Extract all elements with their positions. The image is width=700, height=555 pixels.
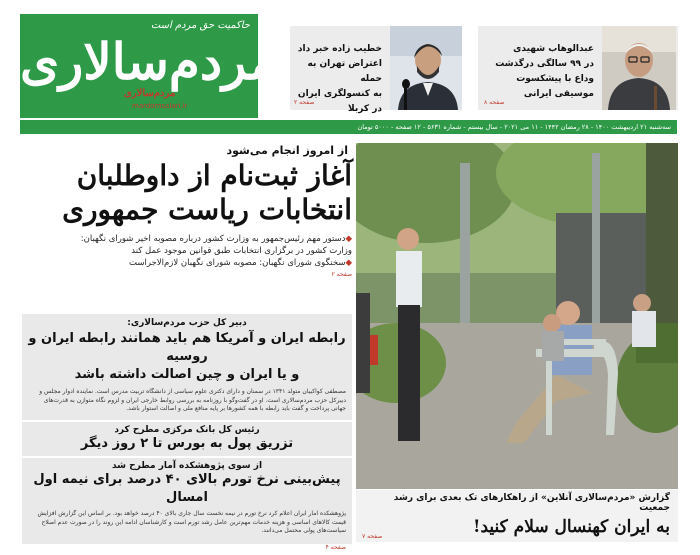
photo-caption-page-ref: صفحه ۷	[362, 533, 383, 540]
musician-photo	[602, 26, 676, 110]
lead-bullet-text: سخنگوی شورای نگهبان: مصوبه شورای نگهبان لازم‌الاجراست	[129, 258, 346, 268]
photo-caption-headline: به ایران کهنسال سلام کنید!	[473, 517, 670, 537]
teaser-line: به کنسولگری ایران در کربلا	[297, 89, 382, 114]
box2-headline: تزریق پول به بورس تا ۲ روز دیگر	[80, 436, 294, 451]
masthead-slogan: حاکمیت حق مردم است	[150, 20, 250, 31]
box3-body: پژوهشکده آمار ایران اعلام کرد نرخ تورم در نیمه نخست سال جاری بالای ۴۰ درصد خواهد بود. بر اساس این گزارش افزایش قیمت کالاهای اساسی و هزینه خدمات مهم‌ترین عامل رشد تورم است و کارشناسان ادامه این روند را در صورت عدم اصلاح سیاست‌های پولی محتمل می‌دانند.	[37, 510, 346, 534]
teaser-spokesman[interactable]	[290, 26, 462, 114]
box1-headline-line: و یا ایران و چین اصالت داشته باشد	[74, 367, 300, 382]
lead-bullet-text: دستور مهم رئیس‌جمهور به وزارت کشور درباره مصوبه اخیر شورای نگهبان:	[80, 234, 346, 244]
story-box-kavakebian[interactable]	[22, 314, 352, 420]
box1-kicker: دبیر کل حزب مردم‌سالاری:	[127, 318, 247, 328]
teaser-page-ref: صفحه ۸	[484, 99, 505, 106]
box1-body: مصطفی کواکبیان متولد ۱۳۴۱ در سمنان و دارای دکتری علوم سیاسی از دانشگاه تربیت مدرس است. نماینده ادوار مجلس و دبیرکل حزب مردم‌سالاری است. او در گفت‌وگو با روزنامه به بررسی روابط خارجی ایران و لزوم نگاه متوازن به قدرت‌های جهانی پرداخت و گفت باید رابطه با همه کشورها بر پایه منافع ملی و اصالت استوار باشد.	[39, 388, 346, 412]
teaser-musician-text	[482, 42, 594, 102]
diamond-icon: ◆	[345, 234, 352, 244]
box3-kicker: از سوی پژوهشکده آمار مطرح شد	[111, 461, 263, 471]
box2-kicker: رئیس کل بانک مرکزی مطرح کرد	[114, 425, 260, 435]
box1-headline	[28, 330, 346, 384]
dateline: سه‌شنبه ۲۱ اردیبهشت ۱۴۰۰ - ۲۸ رمضان ۱۴۴۲ - ۱۱ می ۲۰۲۱ - سال بیستم - شماره ۵۶۳۱ - ۱۲ صفحه - ۵۰۰۰ تومان	[20, 120, 677, 134]
lead-headline-line: انتخابات ریاست جمهوری	[62, 193, 352, 226]
masthead	[20, 14, 277, 118]
diamond-icon: ◆	[345, 258, 352, 268]
left-column	[22, 140, 352, 278]
teaser-line: اعتراض تهران به حمله	[307, 59, 382, 84]
masthead-website: mardomsalari.ir	[132, 102, 188, 110]
masthead-title: مردم‌سالاری	[20, 32, 277, 91]
lead-headline-line: آغاز ثبت‌نام از داوطلبان	[76, 159, 352, 192]
teaser-line: در ۹۹ سالگی درگذشت	[495, 59, 594, 69]
story-box-central-bank[interactable]	[22, 422, 352, 456]
box3-headline: پیش‌بینی نرخ تورم بالای ۴۰ درصد برای نیمه اول امسال	[33, 472, 341, 505]
teaser-line: وداع با پیشکسوت موسیقی ایرانی	[516, 74, 594, 99]
masthead-sub-logo: مردم‌سالاری	[124, 88, 176, 99]
park-elderly-photo	[356, 143, 678, 489]
photo-caption[interactable]	[356, 490, 678, 542]
lead-kicker: از امروز انجام می‌شود	[226, 144, 348, 157]
lead-page-ref: صفحه ۲	[331, 271, 352, 278]
lead-bullet: وزارت کشور در برگزاری انتخابات طبق قوانین موجود عمل کند	[131, 246, 352, 256]
spokesman-photo	[390, 26, 462, 110]
lead-headline[interactable]	[22, 159, 352, 227]
box3-page-ref: صفحه ۴	[325, 544, 346, 551]
story-box-inflation[interactable]	[22, 458, 352, 551]
main-photo	[356, 143, 678, 489]
teaser-line: خطیب زاده خبر داد	[297, 44, 382, 54]
teaser-page-ref: صفحه ۲	[294, 99, 315, 106]
lead-bullets	[22, 233, 352, 269]
lead-bullet	[22, 233, 352, 245]
photo-caption-kicker: گزارش «مردم‌سالاری آنلاین» از راهکارهای تک بعدی برای رشد جمعیت	[393, 493, 670, 513]
teaser-musician[interactable]	[478, 26, 678, 110]
teaser-line: عبدالوهاب شهیدی	[513, 44, 594, 54]
lead-bullet	[22, 257, 352, 269]
box1-headline-line: رابطه ایران و آمریکا هم باید همانند رابطه ایران و روسیه	[28, 331, 346, 364]
